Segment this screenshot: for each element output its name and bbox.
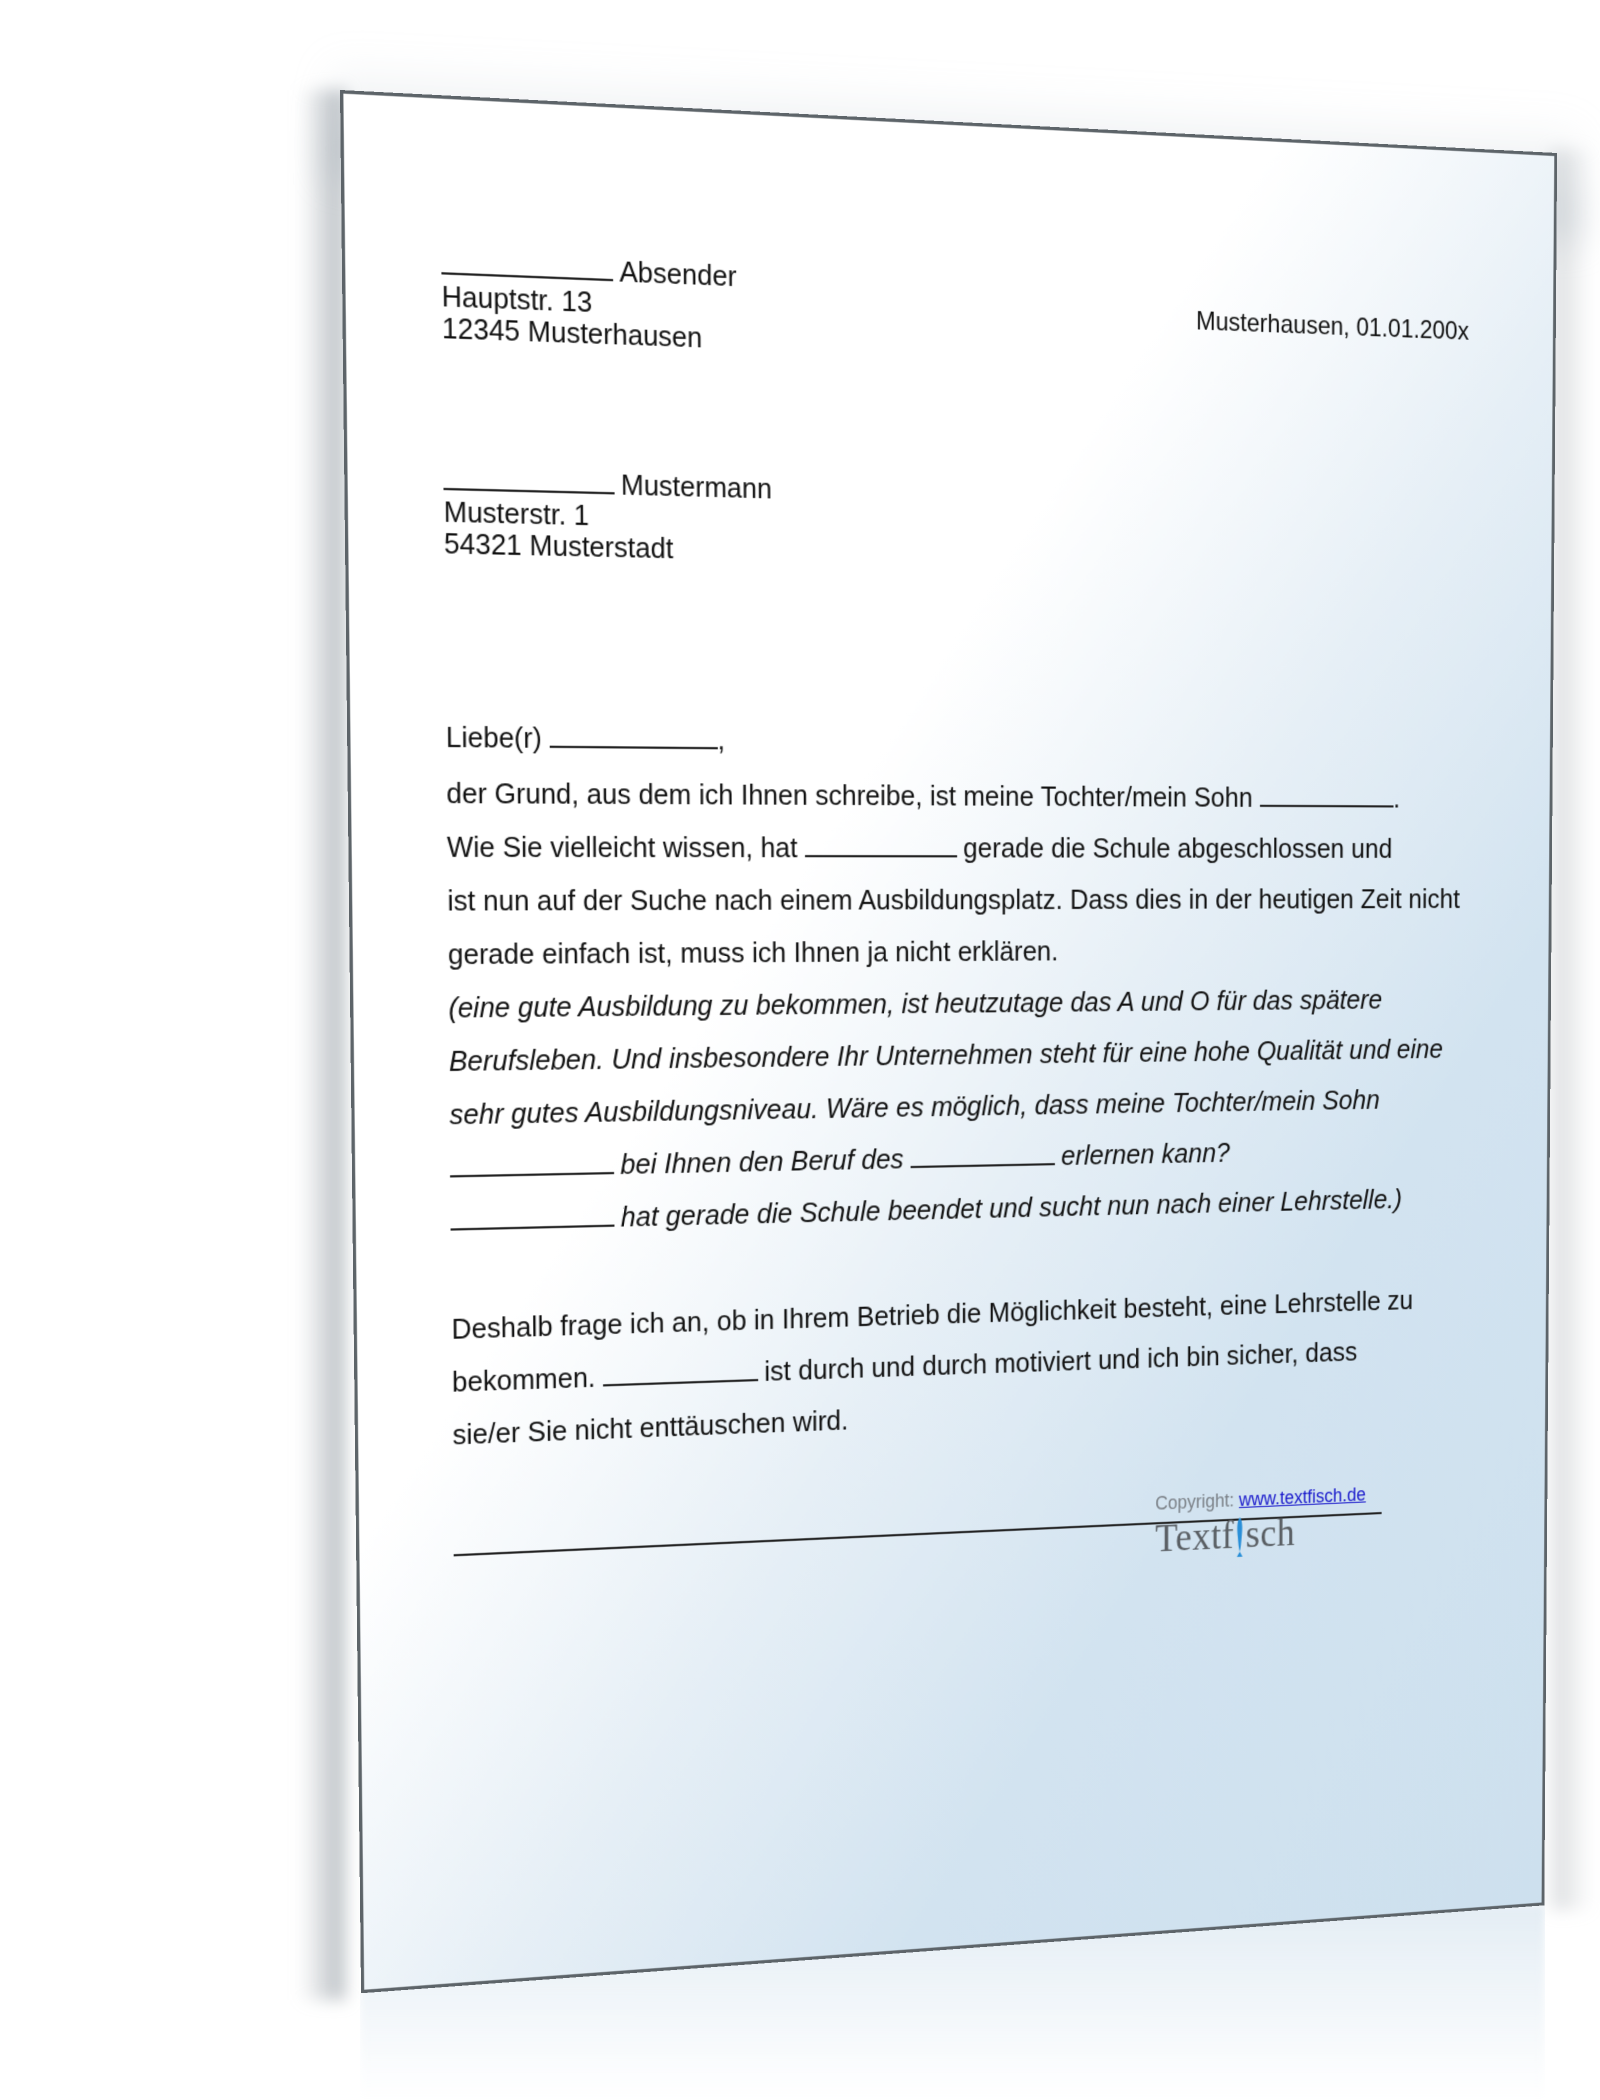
body-line: Deshalb frage ich an, ob in Ihrem Betrieb die Möglichkeit besteht, eine Lehrstelle zu xyxy=(451,1284,1414,1346)
profession-blank xyxy=(911,1163,1055,1168)
child-name-blank xyxy=(451,1225,615,1231)
salutation-prefix: Liebe(r) xyxy=(445,720,542,755)
alt-body-line: (eine gute Ausbildung zu bekommen, ist heutzutage das A und O für das spätere xyxy=(448,983,1383,1025)
alt-body-line: sehr gutes Ausbildungsniveau. Wäre es möglich, dass meine Tochter/mein Sohn xyxy=(449,1083,1380,1131)
body-line: gerade einfach ist, muss ich Ihnen ja nicht erklären. xyxy=(447,934,1059,971)
letter-page xyxy=(340,90,1557,1993)
body-text: Wie Sie vielleicht wissen, hat xyxy=(446,830,798,864)
sender-city: 12345 Musterhausen xyxy=(441,310,703,355)
body-text: bei Ihnen den Beruf des xyxy=(620,1142,904,1181)
textfisch-logo xyxy=(1155,1510,1295,1562)
recipient-street: Musterstr. 1 xyxy=(443,494,590,532)
logo-text: sch xyxy=(1245,1510,1296,1557)
salutation-comma: , xyxy=(717,722,726,756)
alt-body-line xyxy=(450,1136,1230,1184)
recipient-city: 54321 Musterstadt xyxy=(443,526,674,565)
date-line: Musterhausen, 01.01.200x xyxy=(1196,306,1470,347)
copyright-link[interactable]: www.textfisch.de xyxy=(1238,1483,1366,1511)
sender-street: Hauptstr. 13 xyxy=(441,278,593,319)
body-text: erlernen kann? xyxy=(1061,1136,1231,1172)
body-text: ist durch und durch motiviert und ich bin sicher, dass xyxy=(764,1335,1358,1388)
copyright-label: Copyright: xyxy=(1155,1489,1235,1514)
body-line xyxy=(446,776,1400,814)
logo-text: Textf xyxy=(1155,1513,1235,1561)
body-text: der Grund, aus dem ich Ihnen schreibe, ist meine Tochter/mein Sohn xyxy=(446,776,1253,814)
salutation xyxy=(446,720,726,756)
child-name-blank xyxy=(805,855,957,857)
child-name-blank xyxy=(1260,805,1394,808)
body-text: gerade die Schule abgeschlossen und xyxy=(963,831,1393,865)
alt-body-line: Berufsleben. Und insbesondere Ihr Unternehmen steht für eine hohe Qualität und eine xyxy=(448,1032,1444,1078)
salutation-blank xyxy=(550,746,718,750)
sender-name-label: Absender xyxy=(619,254,737,293)
fish-icon xyxy=(1235,1516,1245,1558)
body-line xyxy=(452,1336,1357,1399)
body-line: ist nun auf der Suche nach einem Ausbildungsplatz. Dass dies in der heutigen Zeit nicht xyxy=(447,882,1461,918)
body-text: bekommen. xyxy=(451,1360,596,1399)
page-shadow-left xyxy=(300,90,345,2000)
child-name-blank xyxy=(450,1172,614,1178)
body-text: hat gerade die Schule beendet und sucht nun nach einer Lehrstelle.) xyxy=(620,1183,1403,1234)
child-name-blank xyxy=(603,1379,758,1387)
recipient-name-blank xyxy=(443,488,614,495)
recipient-name-label: Mustermann xyxy=(620,467,773,506)
page-shadow-right xyxy=(1552,150,1592,1910)
body-line xyxy=(447,830,1393,864)
body-line: sie/er Sie nicht enttäuschen wird. xyxy=(452,1403,849,1452)
alt-body-line xyxy=(450,1183,1402,1237)
body-text: . xyxy=(1393,782,1401,814)
